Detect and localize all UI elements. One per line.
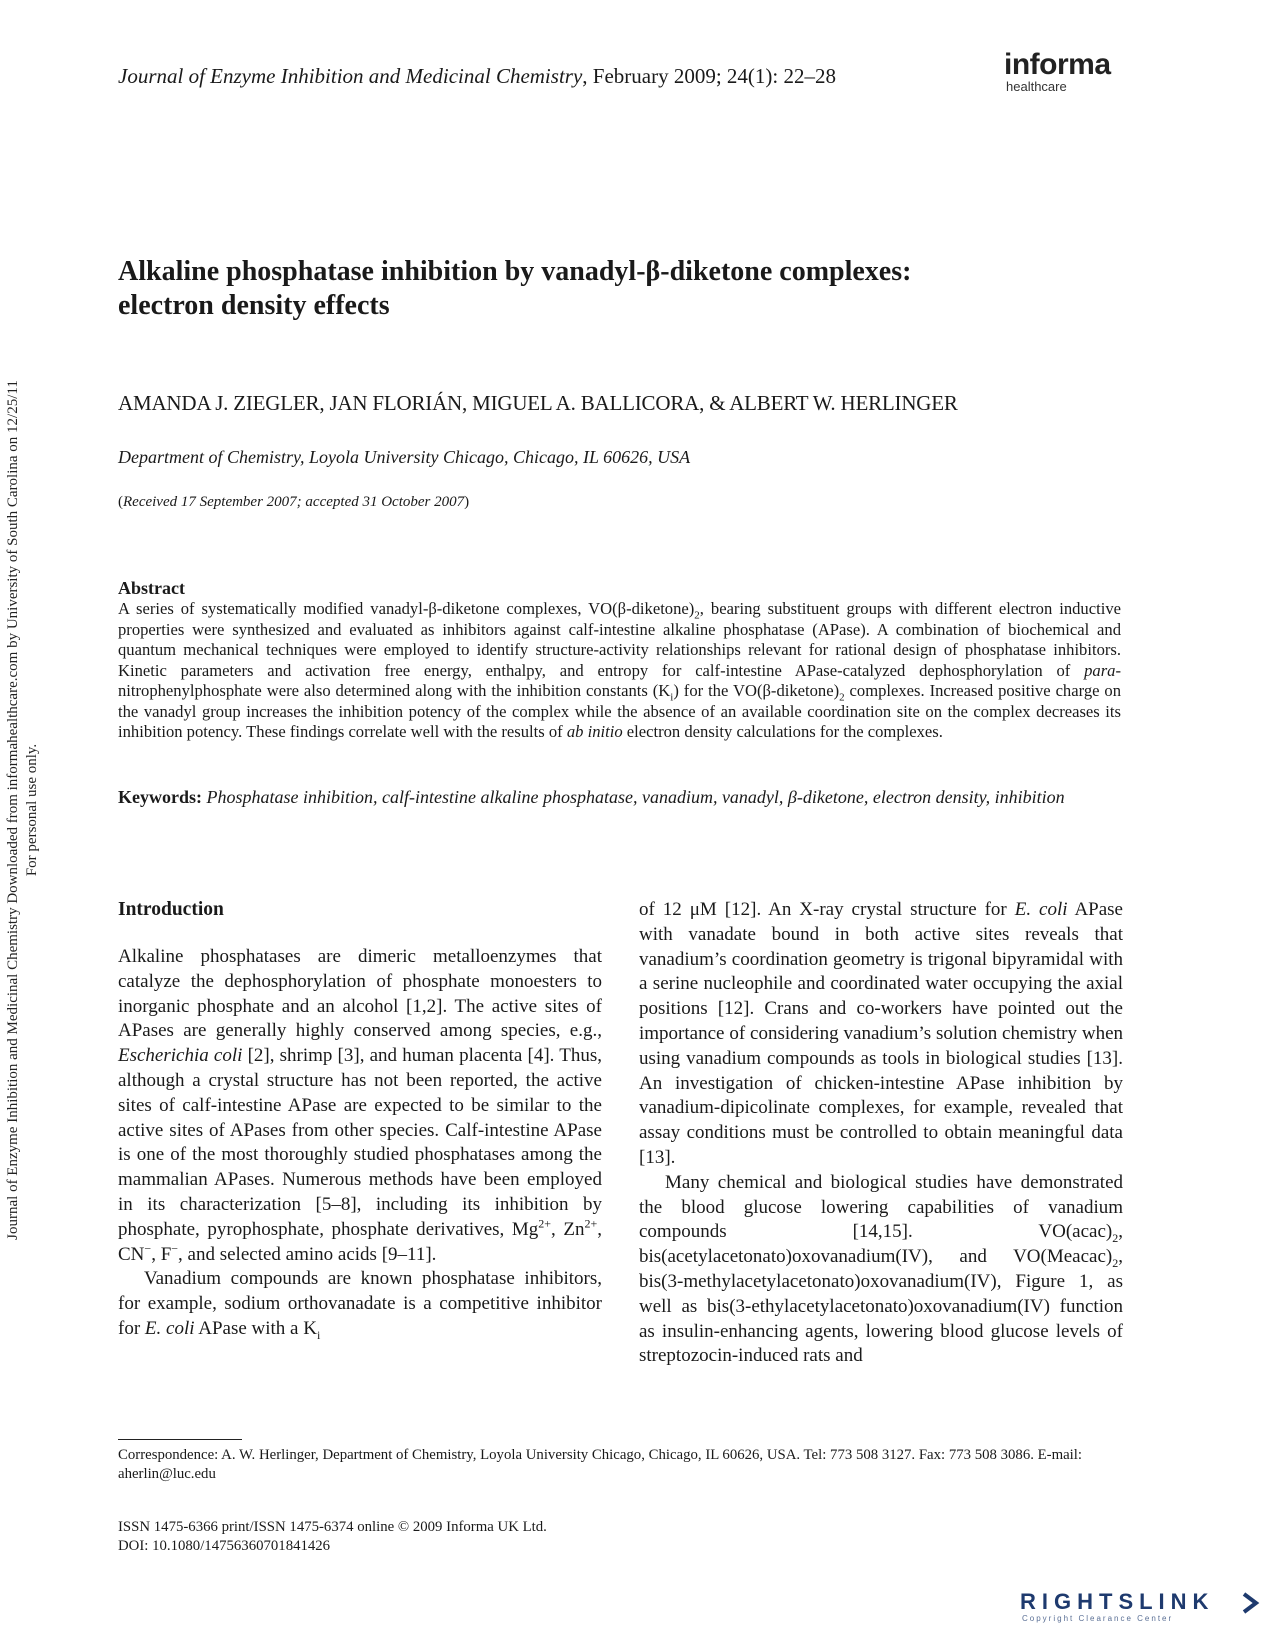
abstract-fragment: complexes. Increased positive charge on the vanadyl group increases the inhibition potency of the complex while the absence of an available coordination site on the complex decreases its inhibition potency. These findings correlate well with the results of xyxy=(118,681,1122,741)
abstract-text xyxy=(118,599,1121,743)
italic-fragment: E. coli xyxy=(1014,899,1068,920)
journal-issue: , February 2009; 24(1): 22–28 xyxy=(582,64,836,88)
text-fragment: , F xyxy=(151,1243,172,1265)
superscript: − xyxy=(144,1241,152,1256)
text-fragment: Alkaline phosphatases are dimeric metalloenzymes that catalyze the dephosphorylation of phosphate monoesters to inorganic phosphate and an alcohol [1,2]. The active sites of APases are generally highly conserved among species, e.g., xyxy=(118,946,602,1042)
introduction-heading: Introduction xyxy=(118,899,224,920)
received-dates: (Received 17 September 2007; accepted 31 October 2007) xyxy=(118,494,470,510)
subscript: i xyxy=(316,1327,321,1342)
abstract-fragment: A series of systematically modified vanadyl-β-diketone complexes, VO(β-diketone) xyxy=(118,599,695,618)
text-fragment: Many chemical and biological studies have demonstrated the blood glucose lowering capabilities of vanadium compounds [14,15]. VO(acac) xyxy=(639,1171,1123,1243)
publisher-subtitle: healthcare xyxy=(1006,79,1067,94)
body-paragraph xyxy=(118,945,602,1267)
rightslink-arrow-icon xyxy=(1242,1592,1260,1614)
side-note-line: Journal of Enzyme Inhibition and Medicinal Chemistry Downloaded from informahealthcare.com by University of South Carolina on 12/25/11 xyxy=(5,380,21,1240)
abstract xyxy=(118,578,1121,743)
keywords xyxy=(118,786,1121,809)
abstract-subscript: 2 xyxy=(694,609,700,622)
abstract-italic: ab initio xyxy=(566,722,623,741)
correspondence-footnote: Correspondence: A. W. Herlinger, Department of Chemistry, Loyola University Chicago, Chicago, IL 60626, USA. Tel: 773 508 3127. Fax: 773 508 3086. E-mail: aherlin@luc.edu xyxy=(118,1447,1082,1482)
article-title xyxy=(118,255,1118,323)
text-fragment: APase with vanadate bound in both active sites reveals that vanadium’s coordination geometry is trigonal bipyramidal with a serine nucleophile and coordinated water occupying the axial positions [12]. Crans and co-workers have pointed out the importance of considering vanadium’s solution chemistry when using vanadium compounds as tools in biological studies [13]. An investigation of chicken-intestine APase inhibition by vanadium-dipicolinate complexes, for example, revealed that assay conditions must be controlled to obtain meaningful data [13]. xyxy=(639,899,1123,1168)
subscript: 2 xyxy=(1112,1255,1119,1270)
keywords-label: Keywords: xyxy=(118,787,202,807)
abstract-fragment: electron density calculations for the complexes. xyxy=(622,722,943,741)
body-paragraph xyxy=(639,1171,1123,1369)
text-fragment: , bis(acetylacetonato)oxovanadium(IV), and VO(Meacac) xyxy=(639,1221,1123,1268)
affiliation: Department of Chemistry, Loyola University Chicago, Chicago, IL 60626, USA xyxy=(118,447,691,467)
received-text: Received 17 September 2007; accepted 31 October 2007 xyxy=(123,494,465,510)
text-fragment: Vanadium compounds are known phosphatase inhibitors, for example, sodium orthovanadate is a competitive inhibitor for xyxy=(118,1268,602,1339)
rightslink-wordmark: RIGHTSLINK xyxy=(1020,1589,1215,1614)
issn-line: ISSN 1475-6366 print/ISSN 1475-6374 online © 2009 Informa UK Ltd. xyxy=(118,1519,547,1535)
abstract-fragment: , bearing substituent groups with different electron inductive properties were synthesized and evaluated as inhibitors against calf-intestine alkaline phosphatase (APase). A combination of biochemical and quantum mechanical techniques were employed to identify structure-activity relationships relevant for rational design of phosphatase inhibitors. Kinetic parameters and activation free energy, enthalpy, and entropy for calf-intestine APase-catalyzed dephosphorylation of xyxy=(118,599,1121,680)
title-line: electron density effects xyxy=(118,290,390,321)
text-fragment: of 12 μM [12]. An X-ray crystal structure for xyxy=(639,899,1015,920)
publisher-name: informa xyxy=(1004,48,1111,81)
rightslink-logo xyxy=(1020,1590,1260,1630)
superscript: 2+ xyxy=(584,1216,598,1231)
rightslink-subtitle: Copyright Clearance Center xyxy=(1022,1614,1174,1623)
issn-doi-block xyxy=(118,1518,547,1556)
authors: AMANDA J. ZIEGLER, JAN FLORIÁN, MIGUEL A. BALLICORA, & ALBERT W. HERLINGER xyxy=(118,391,958,415)
abstract-subscript: i xyxy=(670,691,674,704)
journal-name: Journal of Enzyme Inhibition and Medicinal Chemistry xyxy=(118,64,583,88)
text-fragment: , CN xyxy=(118,1218,602,1265)
body-column-right xyxy=(639,898,1123,1369)
text-fragment: APase with a K xyxy=(194,1317,317,1339)
download-side-note xyxy=(4,320,42,1300)
body-column-left xyxy=(118,945,602,1342)
text-fragment: , bis(3-methylacetylacetonato)oxovanadium(IV), Figure 1, as well as bis(3-ethylacetylacetonato)oxovanadium(IV) function as insulin-enhancing agents, lowering blood glucose levels of streptozocin-induced rats and xyxy=(639,1246,1123,1367)
doi-line: DOI: 10.1080/14756360701841426 xyxy=(118,1538,331,1554)
superscript: 2+ xyxy=(538,1216,552,1231)
abstract-fragment: ) for the VO(β-diketone) xyxy=(673,681,840,700)
text-fragment: , and selected amino acids [9–11]. xyxy=(178,1243,437,1265)
abstract-heading: Abstract xyxy=(118,578,185,598)
abstract-italic: para xyxy=(1084,660,1116,680)
superscript: − xyxy=(171,1241,179,1256)
text-fragment: [2], shrimp [3], and human placenta [4]. Thus, although a crystal structure has not been reported, the active sites of calf-intestine APase are expected to be similar to the active sites of APases from other species. Calf-intestine APase is one of the most thoroughly studied phosphatases among the mammalian APases. Numerous methods have been employed in its characterization [5–8], including its inhibition by phosphate, pyrophosphate, phosphate derivatives, Mg xyxy=(118,1045,602,1240)
subscript: 2 xyxy=(1112,1231,1119,1246)
title-line: Alkaline phosphatase inhibition by vanadyl-β-diketone complexes: xyxy=(118,256,912,287)
text-fragment: , Zn xyxy=(551,1218,585,1240)
keywords-value: Phosphatase inhibition, calf-intestine alkaline phosphatase, vanadium, vanadyl, β-diketone, electron density, inhibition xyxy=(206,787,1065,807)
abstract-fragment: -nitrophenylphosphate were also determined along with the inhibition constants (K xyxy=(118,660,1121,700)
journal-citation xyxy=(118,62,836,90)
abstract-subscript: 2 xyxy=(839,691,845,704)
italic-fragment: Escherichia coli xyxy=(118,1045,243,1067)
italic-fragment: E. coli xyxy=(144,1317,195,1339)
publisher-logo xyxy=(1004,50,1124,94)
body-paragraph xyxy=(118,1267,602,1341)
side-note-line: For personal use only. xyxy=(24,743,40,877)
footnote-divider xyxy=(118,1439,242,1440)
body-paragraph xyxy=(639,898,1123,1171)
